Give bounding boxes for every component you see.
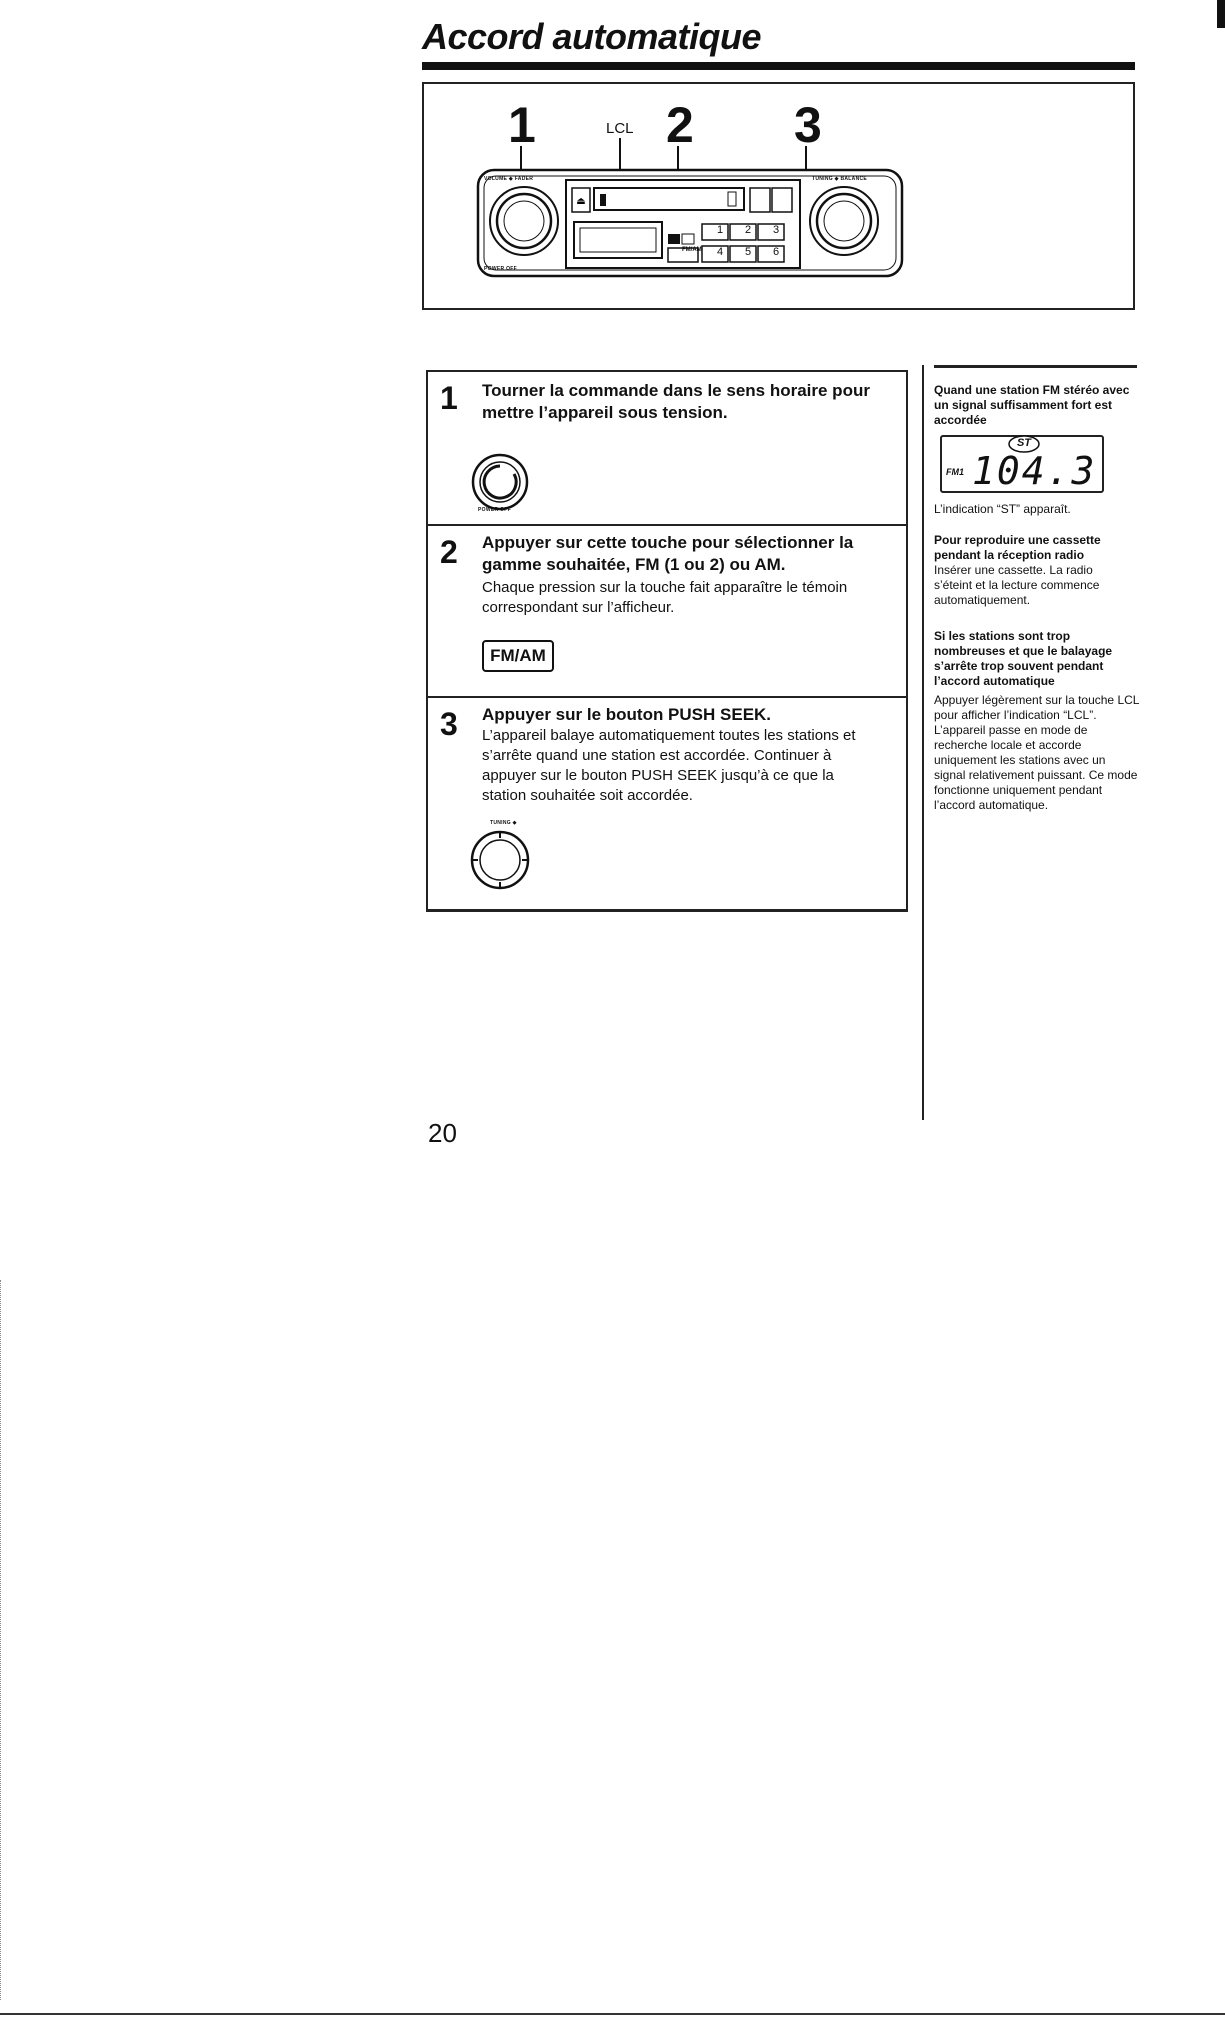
side-note-2-body: Insérer une cassette. La radio s’éteint et la lecture commence automatiquement. [934, 563, 1100, 607]
fmam-button-icon [482, 640, 554, 672]
step-3-heading: Appuyer sur le bouton PUSH SEEK. [482, 705, 772, 724]
frequency-display [940, 435, 1104, 493]
side-note-3-body: Appuyer légèrement sur la touche LCL pour afficher l’indication “LCL”. L’appareil passe en mode de recherche locale et accorde uniquement les stations avec un signal relativement puissant. Ce mode fonctionne uniquement pendant l’accord automatique. [934, 693, 1140, 812]
step-1-heading: Tourner la commande dans le sens horaire pour mettre l’appareil sous tension. [482, 381, 870, 422]
step-2-body: Chaque pression sur la touche fait apparaître le témoin correspondant sur l’afficheur. [482, 579, 848, 616]
step-divider [428, 524, 906, 526]
power-off-label: POWER OFF [484, 266, 517, 272]
step-2-number: 2 [440, 534, 458, 570]
step-1-number: 1 [440, 380, 458, 416]
page-edge-mark [1217, 0, 1225, 28]
tuning-knob-icon [468, 828, 532, 892]
step-3-icon-caption: TUNING ◆ [490, 820, 517, 826]
fmam-key-label: FM/AM [682, 247, 702, 253]
side-note-1-heading: Quand une station FM stéréo avec un signal suffisamment fort est accordée [934, 383, 1130, 427]
preset-key-5: 5 [744, 246, 752, 258]
preset-key-2: 2 [744, 224, 752, 236]
preset-key-1: 1 [716, 224, 724, 236]
frequency-readout: 104.3 [972, 449, 1097, 493]
band-indicator: FM1 [946, 467, 964, 477]
title-rule [422, 62, 1135, 70]
side-note-1-body: L’indication “ST” apparaît. [934, 502, 1071, 516]
column-divider [922, 365, 924, 1120]
stereo-figure [422, 82, 1135, 310]
tuning-balance-label: TUNING ◆ BALANCE [812, 176, 868, 182]
st-badge: ST [1016, 437, 1032, 449]
svg-text:⏏: ⏏ [576, 196, 586, 207]
callout-1: 1 [508, 97, 536, 153]
page-title: Accord automatique [422, 16, 762, 57]
step-3-number: 3 [440, 706, 458, 742]
bottom-rule [0, 2013, 1225, 2015]
volume-fader-label: VOLUME ◆ FADER [484, 176, 534, 182]
step-divider [428, 696, 906, 698]
side-top-rule [934, 365, 1137, 368]
preset-key-3: 3 [772, 224, 780, 236]
callout-2: 2 [666, 97, 694, 153]
fmam-button-label: FM/AM [490, 646, 546, 665]
stereo-panel-drawing [424, 84, 1133, 308]
callout-3: 3 [794, 97, 822, 153]
step-2-heading: Appuyer sur cette touche pour sélectionner la gamme souhaitée, FM (1 ou 2) ou AM. [482, 533, 854, 574]
callout-lcl: LCL [606, 120, 634, 137]
preset-key-4: 4 [716, 246, 724, 258]
step-3-body: L’appareil balaye automatiquement toutes les stations et s’arrête quand une station est accordée. Continuer à appuyer sur le bouton PUSH SEEK jusqu’à ce que la station souhaitée soit accordée. [482, 727, 856, 804]
side-note-2-heading: Pour reproduire une cassette pendant la réception radio [934, 533, 1101, 562]
scan-edge [0, 1280, 3, 2000]
preset-key-6: 6 [772, 246, 780, 258]
power-knob-icon [470, 452, 530, 512]
side-note-3-heading: Si les stations sont trop nombreuses et que le balayage s’arrête trop souvent pendant l’accord automatique [934, 629, 1113, 688]
step-1-icon-caption: POWER OFF [478, 507, 511, 513]
steps-box [426, 370, 908, 912]
page-number: 20 [428, 1118, 457, 1148]
